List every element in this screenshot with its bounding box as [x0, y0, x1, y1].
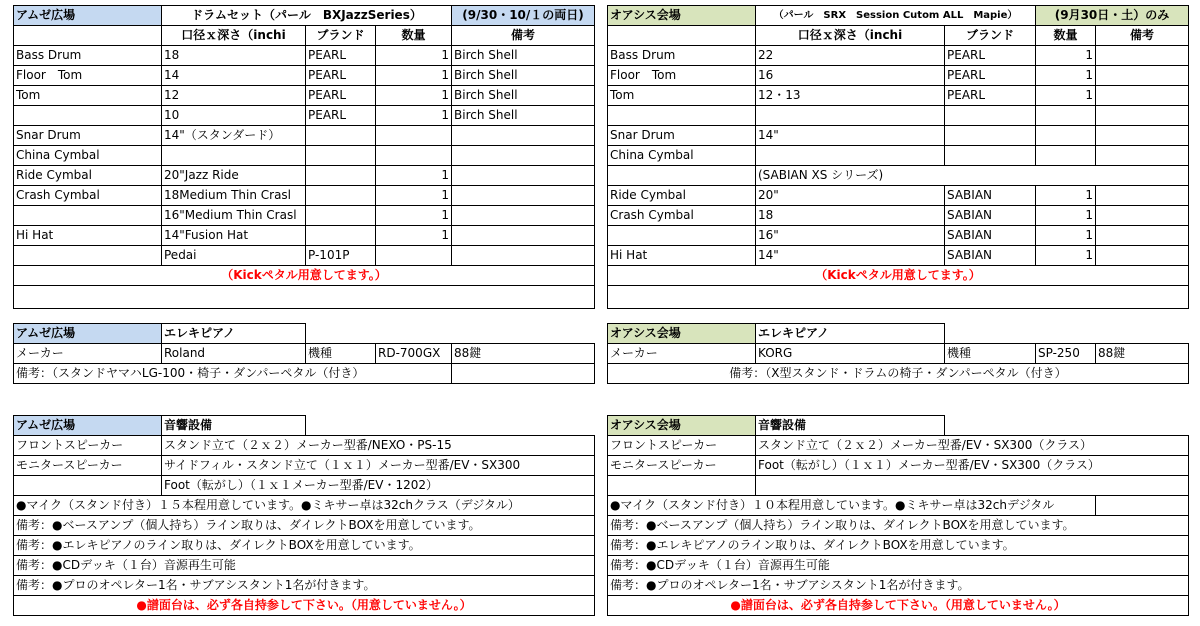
note-operator: 備考：●プロのオペレター1名・サブアシスタント1名が付きます。 — [14, 576, 595, 596]
left-kick-note: （Kickペタル用意してます。） — [14, 266, 595, 286]
table-row: Tom 12・13 PEARL 1 — [608, 86, 1189, 106]
maker-value: Roland — [162, 344, 306, 364]
monitor-speaker-value: サイドフィル・スタンド立て（１ｘ１）メーカー型番/EV・SX300 — [162, 456, 595, 476]
right-drum-table: オアシス会場 （パール SRX Session Cutom ALL Mapie） (9月30日・土）のみ 口径ｘ深さ（inchi ブランド 数量 備考 Bass Drum 22 PEARL 1 Floor Tom 16 PEARL 1 Tom 12・13 PEARL 1 Snar Drum 14" China Cymbal (SABIAN XS シリーズ) Ride Cymbal 20" SABIAN 1 Crash Cymbal 18 SABIAN 1 16" SABIAN 1 Hi Hat 14" SABIAN 1 （Kickペタル用意してます。） — [607, 5, 1189, 309]
front-speaker-label: フロントスピーカー — [14, 436, 162, 456]
right-kick-note: （Kickペタル用意してます。） — [608, 266, 1189, 286]
left-piano-title: エレキピアノ — [162, 324, 306, 344]
table-row: Pedai P-101P — [14, 246, 595, 266]
right-drum-title: （パール SRX Session Cutom ALL Mapie） — [756, 6, 1036, 26]
col-qty: 数量 — [376, 26, 452, 46]
table-row: Bass Drum 22 PEARL 1 — [608, 46, 1189, 66]
left-piano-table — [13, 323, 595, 384]
right-piano-venue: オアシス会場 — [608, 324, 756, 344]
left-drum-venue: アムゼ広場 — [14, 6, 162, 26]
col-size: 口径ｘ深さ（inchi — [162, 26, 306, 46]
table-row: Crash Cymbal 18Medium Thin Crasl 1 — [14, 186, 595, 206]
keys-value: 88鍵 — [452, 344, 595, 364]
table-row: Bass Drum 18 PEARL 1 Birch Shell — [14, 46, 595, 66]
left-piano-venue: アムゼ広場 — [14, 324, 162, 344]
right-audio-title: 音響設備 — [756, 416, 945, 436]
table-row: (SABIAN XS シリーズ) — [608, 166, 1189, 186]
left-audio-table — [13, 415, 595, 616]
note-cd: 備考：●CDデッキ（１台）音源再生可能 — [14, 556, 595, 576]
table-row: Hi Hat 14"Fusion Hat 1 — [14, 226, 595, 246]
table-row: Ride Cymbal 20"Jazz Ride 1 — [14, 166, 595, 186]
table-row: China Cymbal — [14, 146, 595, 166]
left-drum-title: ドラムセット（パール BXJazzSeries） — [162, 6, 452, 26]
table-row: Snar Drum 14"（スタンダード） — [14, 126, 595, 146]
table-row: Snar Drum 14" — [608, 126, 1189, 146]
left-audio-venue: アムゼ広場 — [14, 416, 162, 436]
model-value: RD-700GX — [376, 344, 452, 364]
table-row: Hi Hat 14" SABIAN 1 — [608, 246, 1189, 266]
note-bass: 備考：●ベースアンプ（個人持ち）ライン取りは、ダイレクトBOXを用意しています。 — [14, 516, 595, 536]
music-stand-warning: ●譜面台は、必ず各自持参して下さい。（用意していません。） — [14, 596, 595, 616]
monitor-speaker-value-2: Foot（転がし）（１ｘ１メーカー型番/EV・1202） — [162, 476, 595, 496]
right-piano-title: エレキピアノ — [756, 324, 945, 344]
right-drum-venue: オアシス会場 — [608, 6, 756, 26]
table-row: Ride Cymbal 20" SABIAN 1 — [608, 186, 1189, 206]
right-audio-table: オアシス会場 音響設備 フロントスピーカー スタンド立て（２ｘ２）メーカー型番/EV・SX300（クラス） モニタースピーカー Foot（転がし）（１ｘ１）メーカー型番/EV・SX300（クラス） ●マイク（スタンド付き）１０本程用意しています。●ミキサー卓は32chデジタル 備考：●ベースアンプ（個人持ち）ライン取りは、ダイレクトBOXを用意しています。 備考：●エレキピアノのライン取りは、ダイレクトBOXを用意しています。 備考：●CDデッキ（１台）音源再生可能 備考：●プロのオペレター1名・サブアシスタント1名が付きます。 ●譜面台は、必ず各自持参して下さい。（用意していません。） — [607, 415, 1189, 616]
table-row: Floor Tom 16 PEARL 1 — [608, 66, 1189, 86]
table-row — [608, 106, 1189, 126]
table-row: Floor Tom 14 PEARL 1 Birch Shell — [14, 66, 595, 86]
model-label: 機種 — [306, 344, 376, 364]
table-row: 16"Medium Thin Crasl 1 — [14, 206, 595, 226]
table-row: Tom 12 PEARL 1 Birch Shell — [14, 86, 595, 106]
front-speaker-value: スタンド立て（２ｘ２）メーカー型番/NEXO・PS-15 — [162, 436, 595, 456]
note-piano: 備考：●エレキピアノのライン取りは、ダイレクトBOXを用意しています。 — [14, 536, 595, 556]
right-audio-venue: オアシス会場 — [608, 416, 756, 436]
maker-label: メーカー — [14, 344, 162, 364]
table-row: 16" SABIAN 1 — [608, 226, 1189, 246]
left-drum-table — [13, 5, 595, 309]
right-piano-table: オアシス会場 エレキピアノ メーカー KORG 機種 SP-250 88鍵 備考：（X型スタンド・ドラムの椅子・ダンパーペタル（付き） — [607, 323, 1189, 384]
table-row: 10 PEARL 1 Birch Shell — [14, 106, 595, 126]
left-drum-date: (9/30・10/１の両日) — [452, 6, 595, 26]
mic-note: ●マイク（スタンド付き）１５本程用意しています。●ミキサー卓は32chクラス（デジタル） — [14, 496, 595, 516]
col-brand: ブランド — [306, 26, 376, 46]
col-note: 備考 — [452, 26, 595, 46]
monitor-speaker-label: モニタースピーカー — [14, 456, 162, 476]
table-row: Crash Cymbal 18 SABIAN 1 — [608, 206, 1189, 226]
right-drum-date: (9月30日・土）のみ — [1036, 6, 1189, 26]
left-audio-title: 音響設備 — [162, 416, 306, 436]
right-piano-note: 備考：（X型スタンド・ドラムの椅子・ダンパーペタル（付き） — [608, 364, 1189, 384]
left-piano-note: 備考：（スタンドヤマハLG-100・椅子・ダンパーペタル（付き） — [14, 364, 452, 384]
table-row: China Cymbal — [608, 146, 1189, 166]
